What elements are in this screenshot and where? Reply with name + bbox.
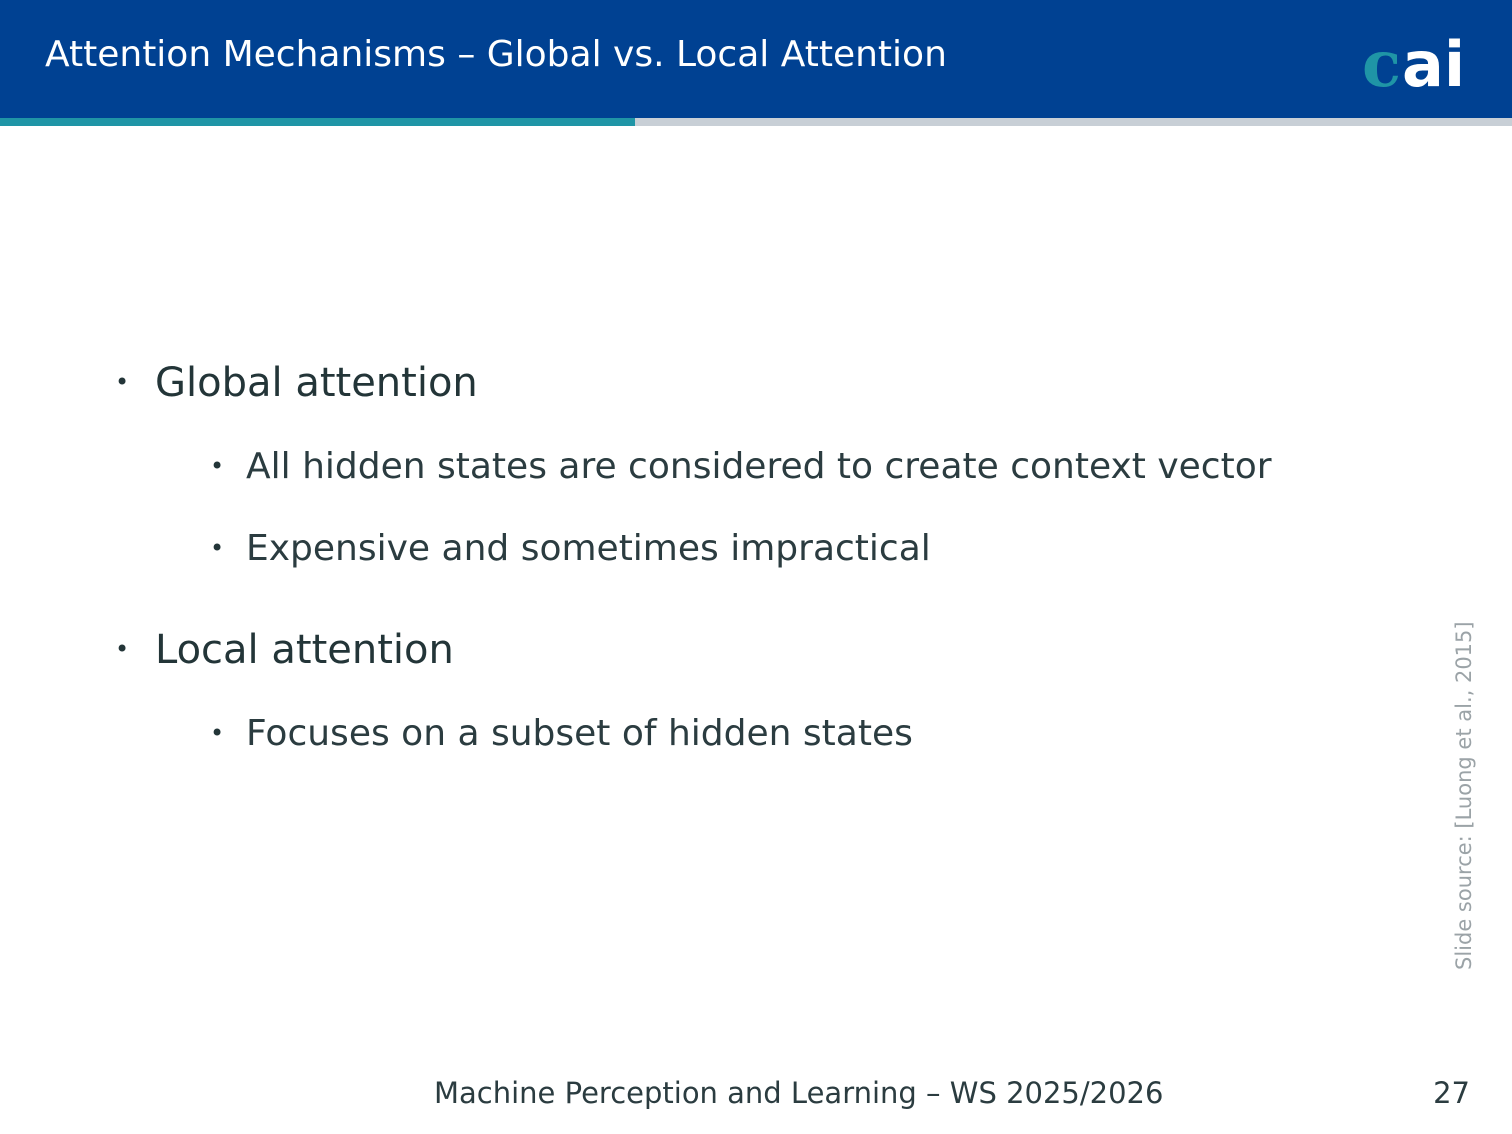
slide-header [0, 0, 1512, 118]
bullet-dot: • [210, 719, 225, 747]
bullet-text: Global attention [155, 360, 478, 406]
bullet-dot: • [115, 368, 130, 396]
progress-bar [0, 118, 1512, 126]
page-number: 27 [1433, 1076, 1470, 1110]
bullet-text: All hidden states are considered to create context vector [246, 446, 1272, 487]
slide-source-note: Slide source: [Luong et al., 2015] [1452, 621, 1476, 970]
bullet-text: Expensive and sometimes impractical [246, 528, 931, 569]
bullet-text: Focuses on a subset of hidden states [246, 713, 913, 754]
cai-logo [1362, 26, 1472, 94]
bullet-dot: • [115, 635, 130, 663]
sub-bullet-expensive [210, 528, 931, 569]
bullet-dot: • [210, 452, 225, 480]
bullet-dot: • [210, 534, 225, 562]
bullet-local-attention [115, 627, 454, 673]
sub-bullet-focuses-subset [210, 713, 913, 754]
sub-bullet-all-hidden-states [210, 446, 1272, 487]
logo-letters-ai: ai [1402, 28, 1466, 94]
bullet-text: Local attention [155, 627, 454, 673]
progress-fill [0, 118, 635, 126]
slide-title: Attention Mechanisms – Global vs. Local Attention [45, 34, 947, 75]
bullet-global-attention [115, 360, 478, 406]
footer-course-title: Machine Perception and Learning – WS 2025/2026 [434, 1076, 1164, 1110]
logo-letter-c: c [1362, 27, 1401, 94]
